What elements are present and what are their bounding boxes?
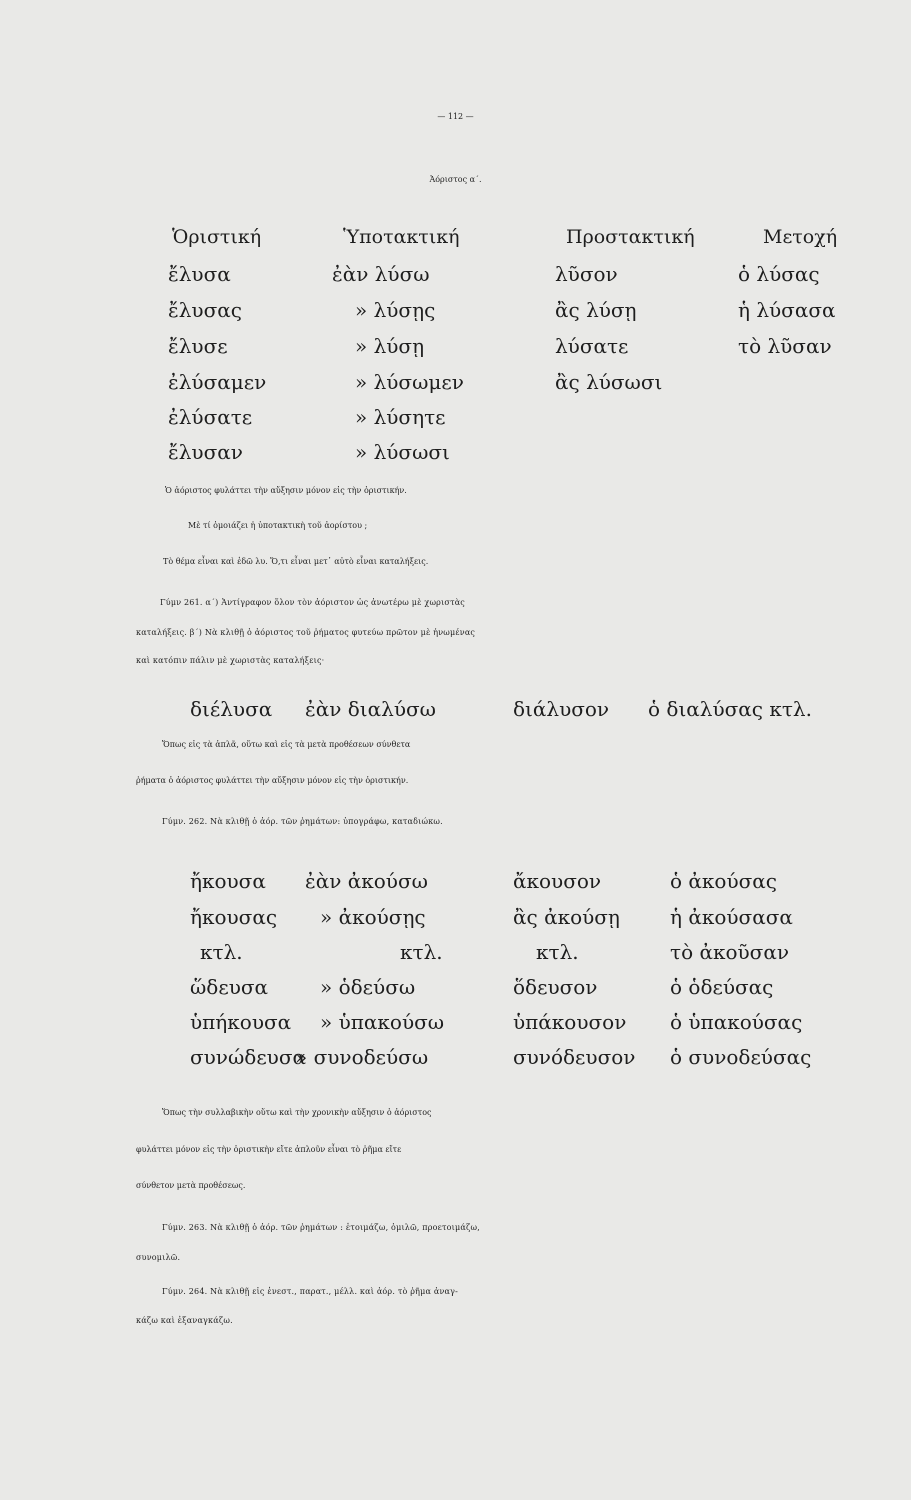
paragraph-line: Ὁ ἀόριστος φυλάττει τὴν αὔξησιν μόνον εἰς τὴν ὁριστικήν.	[165, 486, 407, 495]
section-title: Ἀόριστος α΄.	[429, 175, 482, 184]
header-subjunctive: Ὑποτακτική	[343, 226, 460, 248]
table2-cell: ἡ ἀκούσασα	[670, 905, 793, 929]
table1-cell: ἂς λύσῃ	[555, 298, 637, 322]
table1-cell: » λύσωμεν	[355, 370, 464, 394]
example-cell: ὁ διαλύσας κτλ.	[648, 697, 812, 721]
table2-cell: ὑπήκουσα	[190, 1010, 292, 1034]
table2-cell: κτλ.	[200, 940, 243, 964]
table2-cell: ὁ ὑπακούσας	[670, 1010, 803, 1034]
table2-cell: ὥδευσα	[190, 975, 269, 999]
table1-cell: » λύσῃ	[355, 334, 425, 358]
example-cell: διέλυσα	[190, 697, 273, 721]
exercise-261-line: καταλήξεις. β΄) Νὰ κλιθῇ ὁ ἀόριστος τοῦ ῥήματος φυτεύω πρῶτον μὲ ἡνωμένας	[136, 628, 476, 637]
table2-cell: » συνοδεύσω	[295, 1045, 429, 1069]
table1-cell: ἂς λύσωσι	[555, 370, 663, 394]
table1-cell: » λύσῃς	[355, 298, 436, 322]
table1-cell: ἔλυσας	[168, 298, 242, 322]
table1-cell: ἔλυσε	[168, 334, 228, 358]
paragraph-line: Τὸ θέμα εἶναι καὶ ἐδῶ λυ. Ὅ,τι εἶναι μετ᾿ αὐτὸ εἶναι καταλήξεις.	[163, 557, 429, 566]
table1-cell: ἐὰν λύσω	[332, 262, 430, 286]
table2-cell: ὁ συνοδεύσας	[670, 1045, 812, 1069]
example-cell: ἐὰν διαλύσω	[305, 697, 436, 721]
header-indicative: Ὁριστική	[172, 226, 262, 248]
table1-cell: ἐλύσατε	[168, 405, 253, 429]
table1-cell: ἔλυσα	[168, 262, 231, 286]
exercise-264-line: κάζω καὶ ἐξαναγκάζω.	[136, 1316, 233, 1325]
table1-cell: ἔλυσαν	[168, 440, 243, 464]
table2-cell: ἄκουσον	[513, 869, 602, 893]
exercise-263-line: Γύμν. 263. Νὰ κλιθῇ ὁ ἀόρ. τῶν ῥημάτων : ἑτοιμάζω, ὁμιλῶ, προετοιμάζω,	[162, 1223, 480, 1232]
table2-cell: συνόδευσον	[513, 1045, 636, 1069]
table2-cell: ἤκουσα	[190, 869, 266, 893]
table2-cell: » ὑπακούσω	[320, 1010, 445, 1034]
header-participle: Μετοχή	[763, 226, 838, 248]
table2-cell: » ὁδεύσω	[320, 975, 416, 999]
paragraph-line: ῥήματα ὁ ἀόριστος φυλάττει τὴν αὔξησιν μόνον εἰς τὴν ὁριστικήν.	[136, 776, 409, 785]
exercise-262: Γύμν. 262. Νὰ κλιθῇ ὁ ἀόρ. τῶν ῥημάτων: ὑπογράφω, καταδιώκω.	[162, 817, 443, 826]
table1-cell: ὁ λύσας	[738, 262, 820, 286]
paragraph-line: Ὅπως τὴν συλλαβικὴν οὕτω καὶ τὴν χρονικὴν αὔξησιν ὁ ἀόριστος	[162, 1108, 432, 1117]
paragraph-line: σύνθετον μετὰ προθέσεως.	[136, 1181, 246, 1190]
table1-cell: ἐλύσαμεν	[168, 370, 267, 394]
table2-cell: ὁ ὁδεύσας	[670, 975, 774, 999]
header-imperative: Προστακτική	[566, 226, 695, 248]
page-number: — 112 —	[437, 112, 474, 121]
paragraph-line: Μὲ τί ὁμοιάζει ἡ ὑποτακτικὴ τοῦ ἀορίστου ;	[188, 521, 368, 530]
example-cell: διάλυσον	[513, 697, 610, 721]
exercise-264-line: Γύμν. 264. Νὰ κλιθῇ εἰς ἐνεστ., παρατ., μέλλ. καὶ ἀόρ. τὸ ῥῆμα ἀναγ-	[162, 1287, 459, 1296]
table1-cell: λῦσον	[555, 262, 618, 286]
table1-cell: τὸ λῦσαν	[738, 334, 832, 358]
exercise-261-line: Γύμν 261. α΄) Ἀντίγραφον ὅλον τὸν ἀόριστον ὡς ἀνωτέρω μὲ χωριστὰς	[160, 598, 465, 607]
table2-cell: ὅδευσον	[513, 975, 598, 999]
paragraph-line: Ὅπως εἰς τὰ ἁπλᾶ, οὕτω καὶ εἰς τὰ μετὰ προθέσεων σύνθετα	[162, 740, 411, 749]
table2-cell: κτλ.	[400, 940, 443, 964]
table2-cell: ὁ ἀκούσας	[670, 869, 777, 893]
table1-cell: » λύσωσι	[355, 440, 450, 464]
exercise-263-line: συνομιλῶ.	[136, 1253, 181, 1262]
table2-cell: ὑπάκουσον	[513, 1010, 627, 1034]
table2-cell: ἤκουσας	[190, 905, 278, 929]
exercise-261-line: καὶ κατόπιν πάλιν μὲ χωριστὰς καταλήξεις·	[136, 656, 325, 665]
table2-cell: τὸ ἀκοῦσαν	[670, 940, 789, 964]
table2-cell: συνώδευσα	[190, 1045, 306, 1069]
table1-cell: » λύσητε	[355, 405, 446, 429]
table2-cell: » ἀκούσῃς	[320, 905, 426, 929]
table2-cell: ἐὰν ἀκούσω	[305, 869, 428, 893]
paragraph-line: φυλάττει μόνον εἰς τὴν ὁριστικὴν εἴτε ἁπλοῦν εἶναι τὸ ῥῆμα εἴτε	[136, 1145, 402, 1154]
table1-cell: λύσατε	[555, 334, 629, 358]
table2-cell: κτλ.	[536, 940, 579, 964]
table2-cell: ἂς ἀκούσῃ	[513, 905, 620, 929]
table1-cell: ἡ λύσασα	[738, 298, 836, 322]
